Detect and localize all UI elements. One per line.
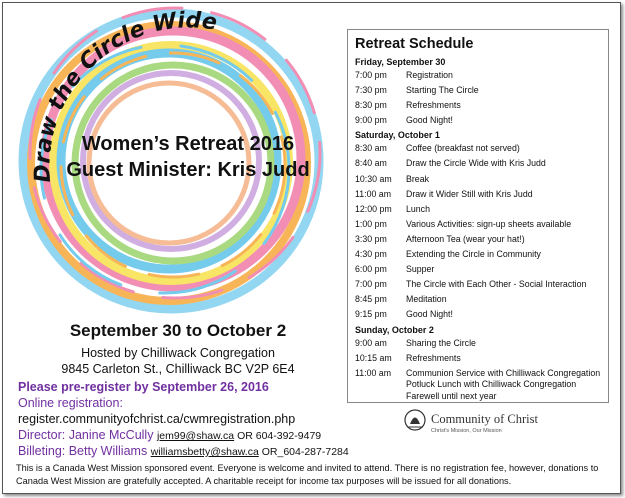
schedule-event: Meditation [406,294,447,305]
schedule-event: Refreshments [406,352,461,363]
schedule-time: 7:30 pm [355,85,387,96]
schedule-event: Supper [406,264,435,275]
schedule-row [355,202,608,217]
schedule-event: Draw it Wider Still with Kris Judd [406,188,533,199]
billeting-phone: OR_604-287-7284 [258,446,349,458]
director-phone: OR 604-392-9479 [234,430,322,442]
schedule-row [355,98,608,113]
schedule-time: 7:00 pm [355,279,387,290]
schedule-time: 9:15 pm [355,309,387,320]
schedule-row [355,113,608,128]
director-label: Director: Janine McCully [18,428,154,442]
schedule-time: 6:00 pm [355,264,387,275]
host-info [23,345,333,377]
retreat-title: Women’s Retreat 2016 [81,133,295,155]
footer-note: This is a Canada West Mission sponsored event. Everyone is welcome and invited to attend. There is no registration fee, however, donations to Canada West Mission are gratefully accepted. A charitable receipt for income tax purposes will be issued for all donations. [16,463,599,486]
day-heading: Saturday, October 1 [355,130,440,141]
schedule-row [355,172,608,187]
schedule-event: Draw the Circle Wide with Kris Judd [406,158,546,169]
address-line: 9845 Carleton St., Chilliwack BC V2P 6E4 [61,362,295,376]
schedule-time: 11:00 am [355,367,392,378]
retreat-schedule [347,29,609,403]
schedule-event: Break [406,173,429,184]
schedule-event: The Circle with Each Other - Social Interaction [406,279,587,290]
schedule-event: Starting The Circle [406,85,479,96]
schedule-time: 9:00 am [355,337,387,348]
day-heading: Friday, September 30 [355,57,446,67]
schedule-row [355,292,608,307]
schedule-row [355,68,608,83]
online-registration-label: Online registration: [18,396,123,410]
director-email-link[interactable]: jem99@shaw.ca [156,430,235,442]
guest-minister: Guest Minister: Kris Judd [66,159,310,181]
day-heading: Sunday, October 2 [355,324,434,335]
schedule-row [355,307,608,322]
schedule-time: 8:30 pm [355,100,387,111]
schedule-time: 10:30 am [355,173,392,184]
schedule-event: Registration [406,70,453,80]
schedule-event: Lunch [406,203,430,214]
schedule-time: 4:30 pm [355,249,387,260]
schedule-row [355,262,608,277]
schedule-row [355,247,608,262]
schedule-event: Afternoon Tea (wear your hat!) [406,233,525,244]
schedule-time: 7:00 pm [355,70,387,80]
schedule-time: 1:00 pm [355,218,387,229]
flyer [2,2,621,494]
schedule-event-line: Communion Service with Chilliwack Congregation [406,367,601,378]
schedule-row [355,187,608,202]
schedule-row [355,217,608,232]
host-line: Hosted by Chilliwack Congregation [81,346,275,360]
schedule-time: 10:15 am [355,352,392,363]
schedule-row [355,83,608,98]
schedule-title: Retreat Schedule [355,36,474,52]
schedule-event: Good Night! [406,309,453,320]
schedule-row [355,277,608,292]
schedule-row [355,156,608,171]
logo-name: Community of Christ [431,412,538,426]
logo-tagline: Christ's Mission, Our Mission [431,428,502,434]
schedule-row [355,366,608,403]
schedule-time: 12:00 pm [355,203,392,214]
registration-link[interactable]: register.communityofchrist.ca/cwmregistration.php [18,412,296,426]
schedule-event-line: Potluck Lunch with Chilliwack Congregation [406,379,577,390]
schedule-time: 9:00 pm [355,115,387,126]
schedule-time: 8:30 am [355,143,387,154]
schedule-event: Refreshments [406,100,461,111]
schedule-event [406,368,600,403]
schedule-row [355,351,608,366]
schedule-row [355,336,608,351]
event-dates: September 30 to October 2 [69,321,287,340]
schedule-time: 11:00 am [355,188,392,199]
schedule-time: 3:30 pm [355,233,387,244]
schedule-row [355,141,608,156]
schedule-event: Coffee (breakfast not served) [406,143,520,154]
schedule-row [355,232,608,247]
schedule-event: Sharing the Circle [406,337,476,348]
preregister-notice: Please pre-register by September 26, 2016 [18,380,269,394]
arc-title: Draw the Circle Wide [30,8,219,183]
billeting-email-link[interactable]: williamsbetty@shaw.ca [150,446,259,458]
schedule-event: Extending the Circle in Community [406,249,541,260]
billeting-contact [18,444,349,458]
schedule-event: Various Activities: sign-up sheets available [406,218,572,229]
billeting-label: Billeting: Betty Williams [18,444,148,458]
schedule-time: 8:45 pm [355,294,387,305]
director-contact [18,428,321,442]
schedule-event-line: Farewell until next year [406,390,497,401]
schedule-event: Good Night! [406,115,453,126]
schedule-time: 8:40 am [355,158,387,169]
